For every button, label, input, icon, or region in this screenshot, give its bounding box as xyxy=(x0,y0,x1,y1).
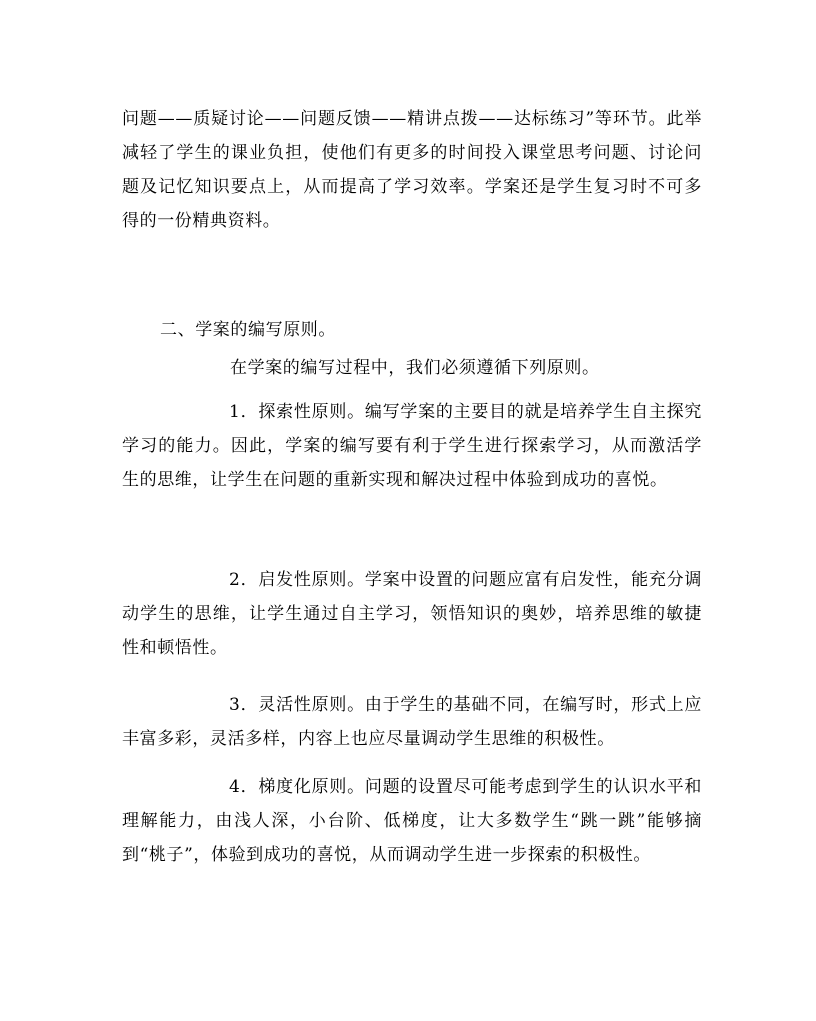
paragraph-text: 问题——质疑讨论——问题反馈——精讲点拨——达标练习”等环节。此举减轻了学生的课业负担，使他们有更多的时间投入课堂思考问题、讨论问题及记忆知识要点上，从而提高了学习效率。学案还是学生复习时不可多得的一份精典资料。 xyxy=(122,109,702,231)
principle-4 xyxy=(122,770,702,872)
principle-2 xyxy=(122,563,702,665)
principle-text: 4．梯度化原则。问题的设置尽可能考虑到学生的认识水平和理解能力，由浅人深，小台阶、低梯度，让大多数学生“跳一跳”能够摘到“桃子”，体验到成功的喜悦，从而调动学生进一步探索的积极性。 xyxy=(122,777,702,865)
continuation-paragraph xyxy=(122,102,702,238)
principle-text: 3．灵活性原则。由于学生的基础不同，在编写时，形式上应丰富多彩，灵活多样，内容上也应尽量调动学生思维的积极性。 xyxy=(122,695,702,749)
principle-text: 2．启发性原则。学案中设置的问题应富有启发性，能充分调动学生的思维，让学生通过自主学习，领悟知识的奥妙，培养思维的敏捷性和顿悟性。 xyxy=(122,570,702,658)
principle-text: 1．探索性原则。编写学案的主要目的就是培养学生自主探究学习的能力。因此，学案的编写要有利于学生进行探索学习，从而激活学生的思维，让学生在问题的重新实现和解决过程中体验到成功的喜悦。 xyxy=(122,402,702,490)
section-heading: 二、学案的编写原则。 xyxy=(160,320,336,340)
principle-1 xyxy=(122,395,702,497)
section-intro: 在学案的编写过程中，我们必须遵循下列原则。 xyxy=(230,358,600,378)
principle-3 xyxy=(122,688,702,756)
